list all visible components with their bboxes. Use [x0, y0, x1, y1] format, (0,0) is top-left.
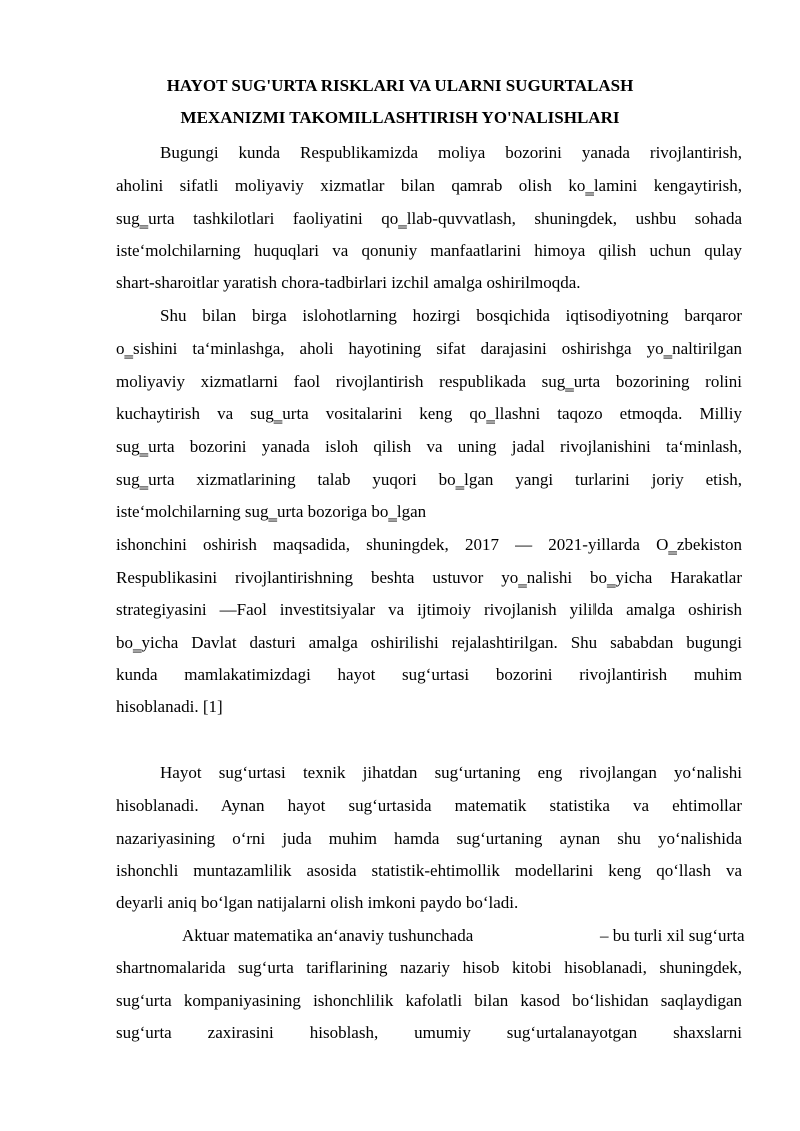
paragraph-line: kunda mamlakatimizdagi hayot sug‘urtasi bozorini rivojlantirish muhim: [116, 665, 742, 684]
document-title-line-2: MEXANIZMI TAKOMILLASHTIRISH YO'NALISHLARI: [180, 108, 620, 127]
paragraph-line-start: Aktuar matematika an‘anaviy tushunchada: [182, 926, 474, 945]
paragraph-line: deyarli aniq bo‘lgan natijalarni olish imkoni paydo bo‘ladi.: [116, 893, 519, 912]
paragraph-line: ishonchini oshirish maqsadida, shuningdek, 2017 — 2021-yillarda O‗zbekiston: [116, 535, 742, 554]
paragraph-line: bo‗yicha Davlat dasturi amalga oshirilishi rejalashtirilgan. Shu sababdan bugungi: [116, 633, 742, 652]
paragraph-line: o‗sishini ta‘minlashga, aholi hayotining sifat darajasini oshirishga yo‗naltirilgan: [116, 339, 742, 358]
paragraph-line: sug‘urta zaxirasini hisoblash, umumiy sug‘urtalanayotgan shaxslarni: [116, 1023, 742, 1042]
paragraph-line: Respublikasini rivojlantirishning beshta ustuvor yo‗nalishi bo‗yicha Harakatlar: [116, 568, 742, 587]
paragraph-line: iste‘molchilarning sug‗urta bozoriga bo‗lgan: [116, 502, 427, 521]
paragraph-line-end: – bu turli xil sug‘urta: [600, 926, 745, 945]
paragraph-line: hisoblanadi. Aynan hayot sug‘urtasida matematik statistika va ehtimollar: [116, 796, 742, 815]
paragraph-line: hisoblanadi. [1]: [116, 697, 223, 716]
paragraph-line: moliyaviy xizmatlarni faol rivojlantirish respublikada sug‗urta bozorining rolini: [116, 372, 742, 391]
paragraph-line: sug‗urta bozorini yanada isloh qilish va uning jadal rivojlanishini ta‘minlash,: [116, 437, 742, 456]
paragraph-line: sug‗urta xizmatlarining talab yuqori bo‗lgan yangi turlarini joriy etish,: [116, 470, 742, 489]
paragraph-line: kuchaytirish va sug‗urta vositalarini keng qo‗llashni taqozo etmoqda. Milliy: [116, 404, 742, 423]
document-title-line-1: HAYOT SUG'URTA RISKLARI VA ULARNI SUGURTALASH: [166, 76, 634, 95]
paragraph-line: iste‘molchilarning huquqlari va qonuniy manfaatlarini himoya qilish uchun qulay: [116, 241, 742, 260]
paragraph-line: Shu bilan birga islohotlarning hozirgi bosqichida iqtisodiyotning barqaror: [160, 306, 742, 325]
paragraph-line: strategiyasini ―Faol investitsiyalar va ijtimoiy rivojlanish yili‖da amalga oshirish: [116, 600, 742, 619]
paragraph-line: sug‗urta tashkilotlari faoliyatini qo‗llab-quvvatlash, shuningdek, ushbu sohada: [116, 209, 742, 228]
paragraph-line: Bugungi kunda Respublikamizda moliya bozorini yanada rivojlantirish,: [160, 143, 742, 162]
paragraph-line: nazariyasining o‘rni juda muhim hamda sug‘urtaning aynan shu yo‘nalishida: [116, 829, 742, 848]
paragraph-line: aholini sifatli moliyaviy xizmatlar bilan qamrab olish ko‗lamini kengaytirish,: [116, 176, 742, 195]
paragraph-line: Hayot sug‘urtasi texnik jihatdan sug‘urtaning eng rivojlangan yo‘nalishi: [160, 763, 742, 782]
paragraph-line: sug‘urta kompaniyasining ishonchlilik kafolatli bilan kasod bo‘lishidan saqlaydigan: [116, 991, 742, 1010]
paragraph-line: shartnomalarida sug‘urta tariflarining nazariy hisob kitobi hisoblanadi, shuningdek,: [116, 958, 742, 977]
paragraph-line: shart-sharoitlar yaratish chora-tadbirlari izchil amalga oshirilmoqda.: [116, 273, 581, 292]
paragraph-line: ishonchli muntazamlilik asosida statistik-ehtimollik modellarini keng qo‘llash va: [116, 861, 742, 880]
